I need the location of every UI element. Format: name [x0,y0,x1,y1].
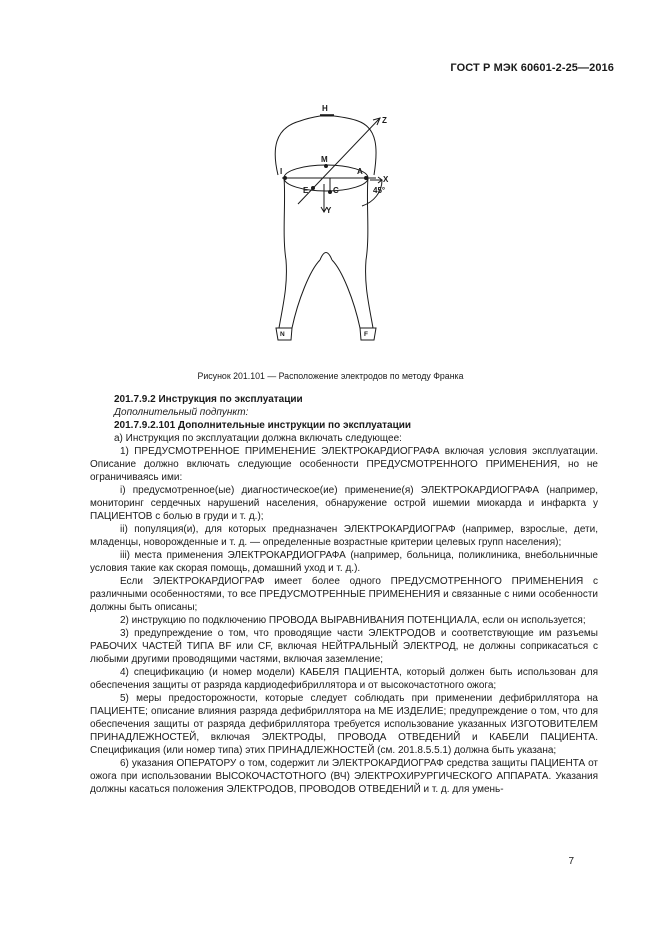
frank-electrode-figure [258,100,398,345]
paragraph-1-iii: iii) места применения ЭЛЕКТРОКАРДИОГРАФА (например, больница, поликлиника, внебольничные условия такие как скорая помощь, домашний уход и т. д.). [90,550,598,574]
paragraph-1-tail: Если ЭЛЕКТРОКАРДИОГРАФ имеет более одного ПРЕДУСМОТРЕННОГО ПРИМЕНЕНИЯ с различными особенностями, то все ПРЕДУСМОТРЕННЫЕ ПРИМЕНЕНИЯ и связанные с ними особенности должны быть описаны; [90,576,598,613]
page-number: 7 [568,856,574,867]
intro-paragraph: а) Инструкция по эксплуатации должна включать следующее: [114,433,402,444]
label-m: M [321,155,328,164]
subsection-heading: 201.7.9.2.101 Дополнительные инструкции по эксплуатации [114,420,412,431]
label-h: H [322,104,328,113]
paragraph-2: 2) инструкцию по подключению ПРОВОДА ВЫРАВНИВАНИЯ ПОТЕНЦИАЛА, если он используется; [120,615,586,626]
paragraph-1-ii: ii) популяция(и), для которых предназначен ЭЛЕКТРОКАРДИОГРАФ (например, взрослые, дети, младенцы, новорожденные и т. д. — определенные возрастные критерии целевых групп населения); [90,524,598,548]
label-a: A [357,167,363,176]
document-body [90,393,598,796]
inner-right-leg [332,260,360,328]
label-f: F [364,331,368,338]
figure-caption: Рисунок 201.101 — Расположение электродов по методу Франка [197,371,464,381]
subclause-label: Дополнительный подпункт: [114,407,249,418]
inner-left-leg [292,260,320,328]
paragraph-6: 6) указания ОПЕРАТОРУ о том, содержит ли ЭЛЕКТРОКАРДИОГРАФ средства защиты ПАЦИЕНТА от ожога при использовании ВЫСОКОЧАСТОТНОГО (ВЧ) ЭЛЕКТРОХИРУРГИЧЕСКОГО АППАРАТА. Указания должны касаться положения ЭЛЕКТРОДОВ, ПРОВОДОВ ОТВЕДЕНИЙ и т. д. для умень- [90,758,598,795]
left-body-side [279,178,286,328]
paragraph-1-i: i) предусмотренное(ые) диагностическое(ие) применение(я) ЭЛЕКТРОКАРДИОГРАФА (например, мониторинг сердечных нарушений населения, обнаружение острой ишемии миокарда и инфаркта у ПАЦИЕНТОВ с болью в груди и т. д.); [90,485,598,522]
paragraph-1: 1) ПРЕДУСМОТРЕННОЕ ПРИМЕНЕНИЕ ЭЛЕКТРОКАРДИОГРАФА включая условия эксплуатации. Описание должно включать следующие особенности ПРЕДУСМОТРЕННОГО ПРИМЕНЕНИЯ, но не ограничиваясь ими: [90,446,598,483]
crotch [320,253,332,261]
paragraph-5: 5) меры предосторожности, которые следует соблюдать при применении дефибриллятора на ПАЦИЕНТЕ; описание влияния разряда дефибриллятора на МЕ ИЗДЕЛИЕ; предупреждение о том, что для обеспечения защиты от разряда дефибриллятора требуется использование указанных ИЗГОТОВИТЕЛЕМ ПРИНАДЛЕЖНОСТЕЙ, включая ЭЛЕКТРОДЫ, ПРОВОДА ОТВЕДЕНИЙ и КАБЕЛИ ПАЦИЕНТА. Спецификация (или номер типа) этих ПРИНАДЛЕЖНОСТЕЙ (см. 201.8.5.5.1) должна быть указана; [90,693,598,756]
label-z: Z [382,116,387,125]
label-e: E [303,186,309,195]
right-foot [360,328,376,340]
label-n: N [280,331,285,338]
label-angle: 45° [373,186,386,195]
body-outline-drawing [258,100,398,345]
label-y: Y [326,206,332,215]
label-i: I [280,167,283,176]
label-x: X [383,175,389,184]
paragraph-4: 4) спецификацию (и номер модели) КАБЕЛЯ ПАЦИЕНТА, который должен быть использован для обеспечения защиты от разряда кардиодефибриллятора и от высокочастотного ожога; [90,667,598,691]
section-heading: 201.7.9.2 Инструкция по эксплуатации [114,394,303,405]
label-c: C [333,186,339,195]
paragraph-3: 3) предупреждение о том, что проводящие части ЭЛЕКТРОДОВ и соответствующие им разъемы РАБОЧИХ ЧАСТЕЙ ТИПА BF или CF, включая НЕЙТРАЛЬНЫЙ ЭЛЕКТРОД, не должны соприкасаться с любыми другими проводящими частями, включая заземление; [90,628,598,665]
document-header: ГОСТ Р МЭК 60601-2-25—2016 [450,62,614,74]
